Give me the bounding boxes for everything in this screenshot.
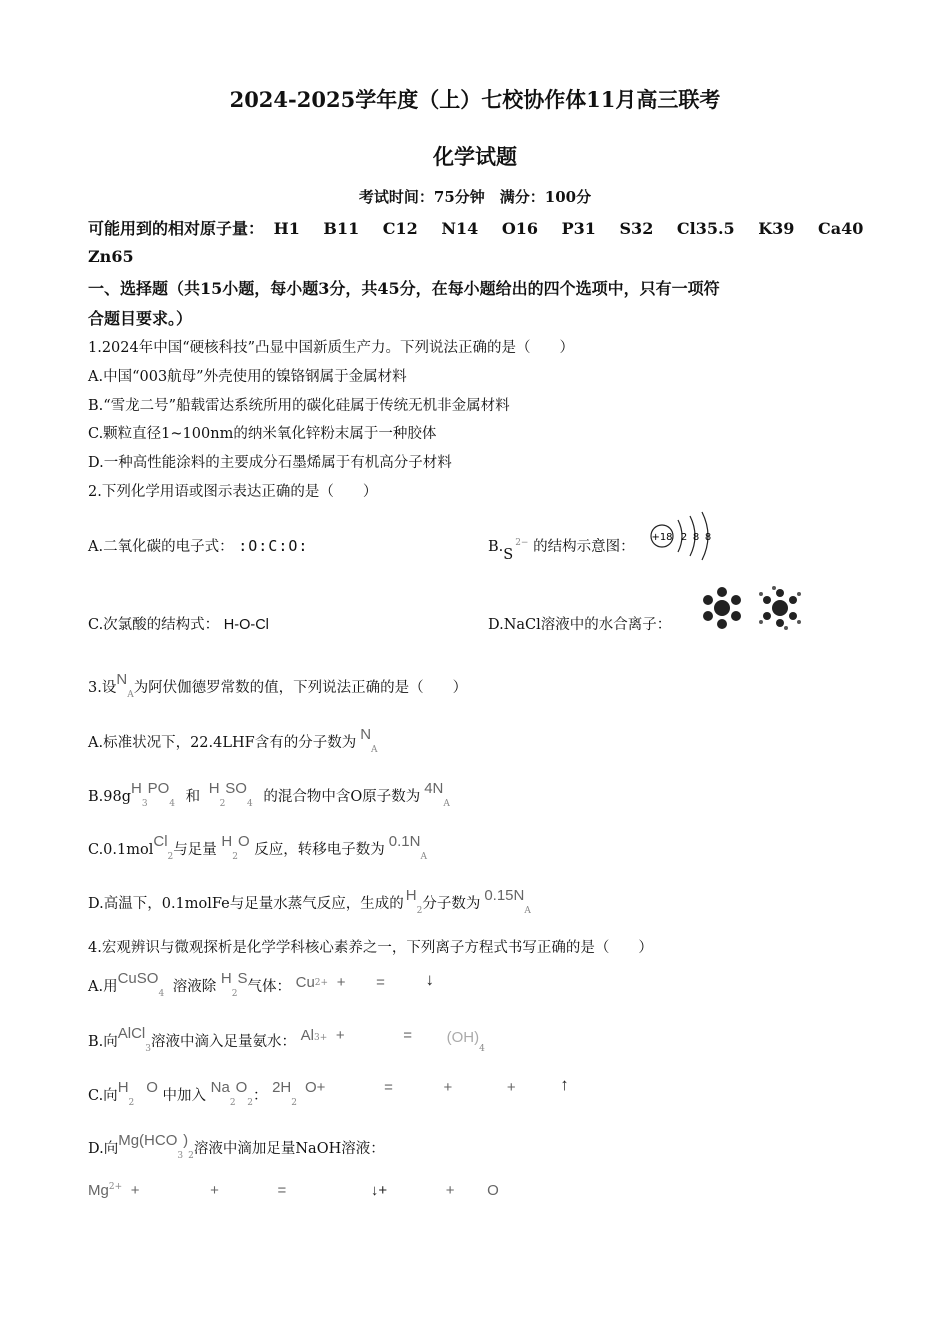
q4-option-d xyxy=(88,1132,385,1161)
superscript: 3+ xyxy=(313,1033,328,1043)
q3-c-text: 反应，转移电子数为 xyxy=(254,842,385,858)
q4-option-d-equation xyxy=(88,1182,499,1199)
q4-stem: 4.宏观辨识与微观探析是化学学科核心素养之一，下列离子方程式书写正确的是（ ） xyxy=(88,940,653,956)
q2-b-species: S xyxy=(503,547,514,563)
q2-a-label: A.二氧化碳的电子式： xyxy=(88,539,234,555)
equals-sign: = xyxy=(376,974,385,991)
equals-sign: = xyxy=(384,1079,393,1096)
exam-info: 考试时间：75分钟 满分：100分 xyxy=(358,188,592,206)
equals-sign: = xyxy=(277,1182,287,1199)
q3-c-mid: 与足量 xyxy=(173,842,217,858)
formula-part: H xyxy=(220,970,232,987)
formula-part: H xyxy=(131,780,142,797)
hclo-formula: H-O-Cl xyxy=(223,617,269,633)
hydrated-ion-1 xyxy=(703,587,741,629)
precipitate-arrow: ↓+ xyxy=(370,1182,388,1199)
formula-part: (OH) xyxy=(446,1029,480,1046)
formula-part: O xyxy=(487,1182,499,1199)
subscript: 2 xyxy=(188,1151,194,1161)
q4-b-prefix: B.向 xyxy=(88,1034,118,1050)
q4-b-text: 溶液中滴入足量氨水： xyxy=(151,1034,297,1050)
hydrated-ion-2 xyxy=(759,586,801,630)
q4-option-b xyxy=(88,1025,485,1054)
formula-part: O xyxy=(237,833,250,850)
q3-c-value: 0.1N xyxy=(388,833,421,850)
q1-option-c: C.颗粒直径1~100nm的纳米氧化锌粉末属于一种胶体 xyxy=(88,426,437,442)
q4-c-colon: ： xyxy=(252,1088,268,1104)
q2-option-a xyxy=(88,535,308,556)
atomic-mass-line xyxy=(88,216,863,239)
gas-arrow: ↑ xyxy=(560,1075,569,1094)
q3-b-text: 的混合物中含O原子数为 xyxy=(263,789,421,805)
section-heading-cont: 合题目要求。） xyxy=(88,309,193,328)
formula-part: ) xyxy=(183,1132,189,1149)
subscript: 2 xyxy=(167,852,174,862)
subscript: 2 xyxy=(247,1098,253,1108)
atomic-structure-diagram xyxy=(648,508,718,564)
atomic-mass-item: Cl35.5 xyxy=(676,219,735,238)
q3-d-value: 0.15N xyxy=(484,887,525,904)
formula-part: Cl xyxy=(153,833,168,850)
plus-sign: + xyxy=(443,1079,453,1096)
formula-part: S xyxy=(237,970,248,987)
atomic-mass-item: S32 xyxy=(619,219,654,238)
atomic-mass-item: K39 xyxy=(758,219,795,238)
q3-b-prefix: B.98g xyxy=(88,789,131,805)
subscript: 2 xyxy=(128,1098,135,1108)
q3-c-prefix: C.0.1mol xyxy=(88,842,154,858)
plus-sign: + xyxy=(210,1182,219,1199)
nucleus-charge: +18 xyxy=(651,532,673,543)
formula-part: AlCl xyxy=(117,1025,146,1042)
q3-option-d xyxy=(88,887,531,916)
atomic-mass-label: 可能用到的相对原子量： xyxy=(88,219,265,238)
q3-stem xyxy=(88,671,468,700)
atomic-mass-item: H1 xyxy=(273,219,300,238)
q3-stem-suffix: 为阿伏伽德罗常数的值，下列说法正确的是（ ） xyxy=(133,680,468,696)
plus-sign: + xyxy=(506,1079,516,1096)
q1-stem: 1.2024年中国“硬核科技”凸显中国新质生产力。下列说法正确的是（ ） xyxy=(88,340,575,356)
formula-part: H xyxy=(117,1079,129,1096)
formula-part: CuSO xyxy=(117,970,159,987)
atomic-mass-item: O16 xyxy=(501,219,539,238)
q4-a-mid: 溶液除 xyxy=(172,979,217,995)
formula-part: Mg(HCO xyxy=(118,1132,178,1149)
subscript: A xyxy=(443,799,450,809)
subscript: 3 xyxy=(141,799,148,809)
q4-a-text: 气体： xyxy=(247,979,291,995)
plus-sign: + xyxy=(130,1182,140,1199)
hydrated-ions-diagram xyxy=(698,584,804,632)
formula-part: H xyxy=(405,887,417,904)
q4-option-c xyxy=(88,1075,569,1108)
q2-b-prefix: B. xyxy=(488,539,504,555)
plus-sign: + xyxy=(445,1182,455,1199)
q3-b-and: 和 xyxy=(185,789,201,805)
atomic-mass-item: P31 xyxy=(561,219,596,238)
subscript: 2 xyxy=(291,1098,298,1108)
q3-b-value: 4N xyxy=(424,780,444,797)
subscript: 4 xyxy=(158,989,165,999)
formula-part: Al xyxy=(300,1027,314,1044)
q3-option-b xyxy=(88,780,450,809)
q3-d-text2: 分子数为 xyxy=(422,896,481,912)
q4-d-prefix: D.向 xyxy=(88,1141,119,1157)
formula-part: O xyxy=(146,1079,158,1096)
q4-d-text: 溶液中滴加足量NaOH溶液： xyxy=(193,1141,385,1157)
q4-option-a xyxy=(88,970,434,999)
formula-part: Na xyxy=(210,1079,230,1096)
co2-electron-formula: :O:C:O: xyxy=(238,537,309,555)
q3-option-a xyxy=(88,726,378,755)
subscript: 4 xyxy=(479,1044,485,1054)
equals-sign: = xyxy=(403,1027,412,1044)
subscript: A xyxy=(127,690,134,700)
q2-c-label: C.次氯酸的结构式： xyxy=(88,617,220,633)
q2-b-label: 的结构示意图： xyxy=(533,539,635,555)
formula-part: Mg xyxy=(88,1182,109,1199)
section-heading: 一、选择题（共15小题，每小题3分，共45分，在每小题给出的四个选项中，只有一项符 xyxy=(88,279,720,298)
atomic-mass-item: N14 xyxy=(441,219,479,238)
formula-part: H xyxy=(221,833,233,850)
subject-title: 化学试题 xyxy=(433,144,517,169)
subscript: 3 xyxy=(177,1151,184,1161)
q1-option-a: A.中国“003航母”外壳使用的镍铬钢属于金属材料 xyxy=(88,369,407,385)
subscript: 4 xyxy=(246,799,253,809)
plus-sign: + xyxy=(336,974,346,991)
q1-option-d: D.一种高性能涂料的主要成分石墨烯属于有机高分子材料 xyxy=(88,455,452,471)
atomic-mass-item: C12 xyxy=(382,219,418,238)
q2-option-b xyxy=(488,535,635,563)
formula-part: O+ xyxy=(305,1079,326,1096)
superscript: 2+ xyxy=(108,1182,123,1192)
shell-electrons: 8 xyxy=(704,532,712,543)
exam-title: 2024-2025学年度（上）七校协作体11月高三联考 xyxy=(229,87,721,112)
formula-part: PO xyxy=(147,780,170,797)
shell-electrons: 8 xyxy=(692,532,700,543)
subscript: 2 xyxy=(229,1098,236,1108)
plus-sign: + xyxy=(335,1027,345,1044)
q1-option-b: B.“雪龙二号”船载雷达系统所用的碳化硅属于传统无机非金属材料 xyxy=(88,398,510,414)
avogadro-symbol: N xyxy=(116,671,128,688)
subscript: A xyxy=(371,745,378,755)
q3-a-value: N xyxy=(360,726,372,743)
formula-part: O xyxy=(235,1079,248,1096)
q2-option-d: D.NaCl溶液中的水合离子： xyxy=(488,617,672,633)
q3-a-text: A.标准状况下，22.4LHF含有的分子数为 xyxy=(88,735,357,751)
q4-c-prefix: C.向 xyxy=(88,1088,118,1104)
subscript: 3 xyxy=(145,1044,152,1054)
q4-a-prefix: A.用 xyxy=(88,979,118,995)
subscript: 2 xyxy=(232,852,238,862)
superscript: 2+ xyxy=(314,978,329,988)
q2-option-c xyxy=(88,613,269,634)
q3-d-text: D.高温下，0.1molFe与足量水蒸气反应，生成的 xyxy=(88,896,404,912)
subscript: A xyxy=(420,852,427,862)
subscript: 2 xyxy=(219,799,226,809)
shell-electrons: 2 xyxy=(680,532,688,543)
formula-part: SO xyxy=(225,780,247,797)
formula-part: 2H xyxy=(272,1079,292,1096)
subscript: A xyxy=(524,906,531,916)
q3-stem-prefix: 3.设 xyxy=(88,680,117,696)
atomic-mass-item: Ca40 xyxy=(818,219,864,238)
q2-stem: 2.下列化学用语或图示表达正确的是（ ） xyxy=(88,484,378,500)
q4-c-mid: 中加入 xyxy=(162,1088,207,1104)
precipitate-arrow: ↓ xyxy=(425,970,434,989)
formula-part: H xyxy=(208,780,220,797)
q3-option-c xyxy=(88,833,427,862)
subscript: 4 xyxy=(169,799,175,809)
atomic-mass-item: Zn65 xyxy=(88,247,134,266)
subscript: 2 xyxy=(416,906,423,916)
formula-part: Cu xyxy=(295,974,315,991)
subscript: 2 xyxy=(231,989,238,999)
charge-superscript: 2− xyxy=(515,538,529,548)
atomic-mass-item: B11 xyxy=(323,219,360,238)
